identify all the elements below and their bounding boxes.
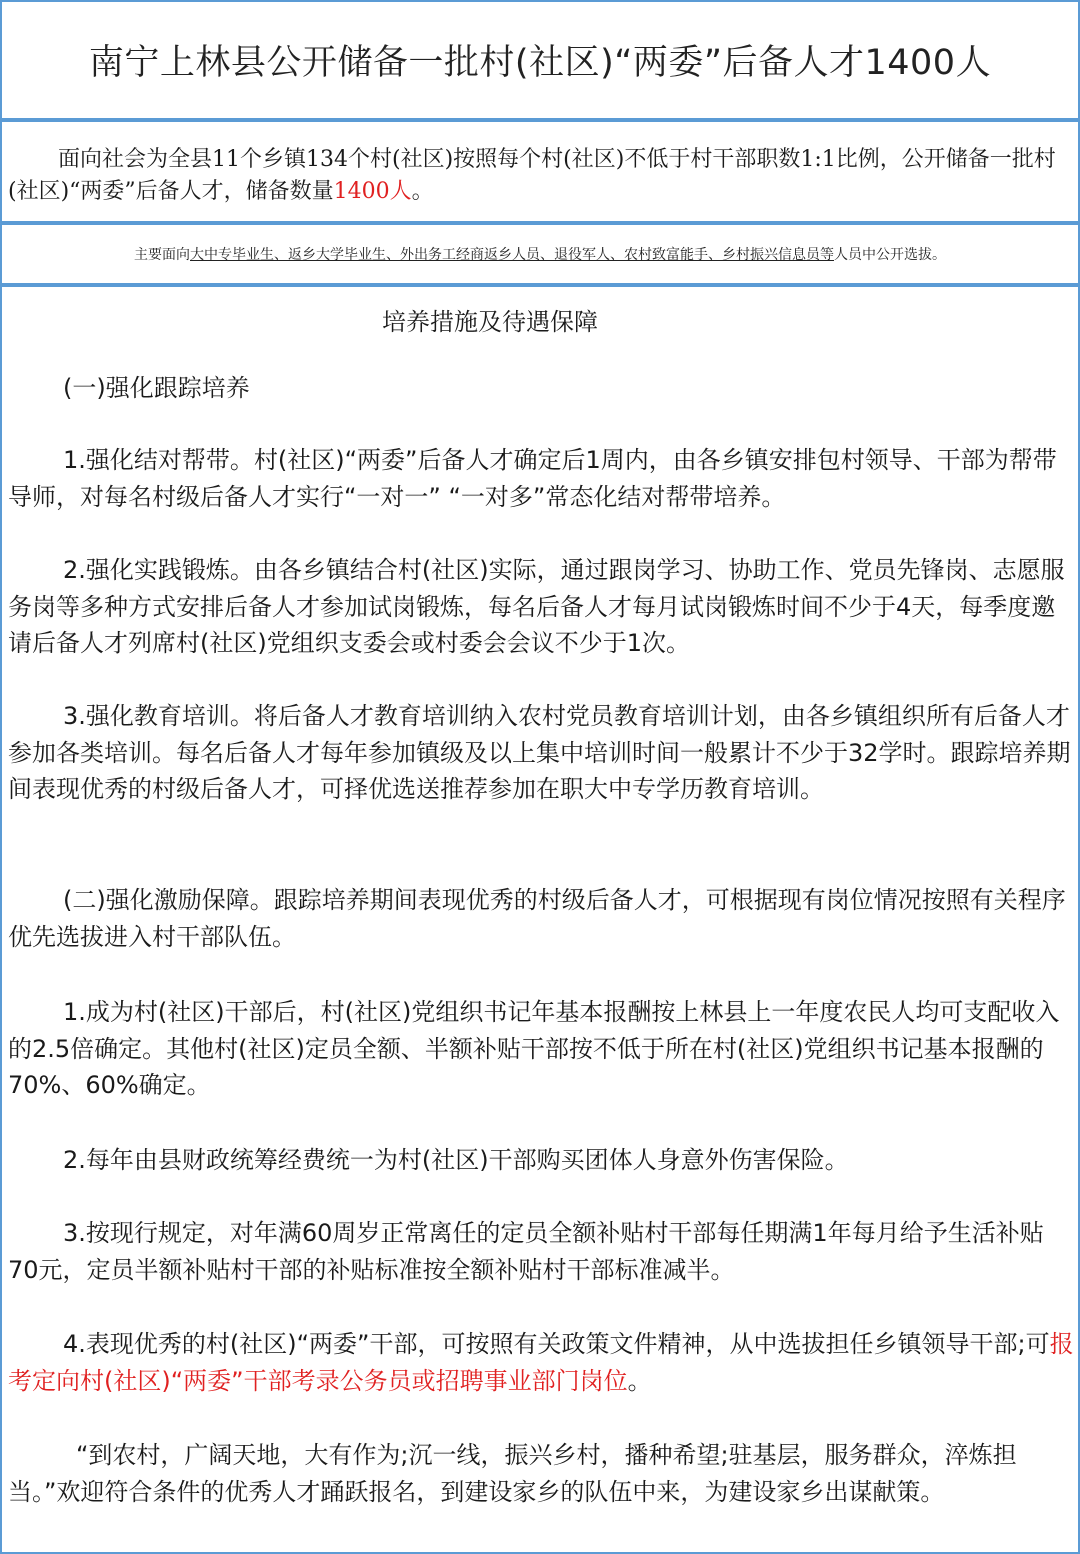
promotion-highlight: 报考定向村(社区)“两委”干部考录公务员或招聘事业部门岗位 [8, 1330, 1074, 1395]
target-groups-line [134, 244, 946, 264]
target-suffix: 人员中公开选拔。 [834, 247, 946, 263]
paragraph-allowance: 3.按现行规定，对年满60周岁正常离任的定员全额补贴村干部每任期满1年每月给予生活补贴70元，定员半额补贴村干部的补贴标准按全额补贴村干部标准减半。 [8, 1219, 1044, 1284]
paragraph-salary: 1.成为村(社区)干部后，村(社区)党组织书记年基本报酬按上林县上一年度农民人均可支配收入的2.5倍确定。其他村(社区)定员全额、半额补贴干部按不低于所在村(社区)党组织书记基本报酬的70%、60%确定。 [8, 998, 1060, 1099]
target-groups-box [0, 223, 1080, 285]
target-groups: 大中专毕业生、返乡大学毕业生、外出务工经商返乡人员、退役军人、农村致富能手、乡村振兴信息员等 [190, 247, 834, 263]
section-title: 培养措施及待遇保障 [382, 308, 598, 336]
promotion-text: 4.表现优秀的村(社区)“两委”干部，可按照有关政策文件精神，从中选拔担任乡镇领导干部;可 [63, 1330, 1050, 1358]
paragraph-practice: 2.强化实践锻炼。由各乡镇结合村(社区)实际，通过跟岗学习、协助工作、党员先锋岗、志愿服务岗等多种方式安排后备人才参加试岗锻炼，每名后备人才每月试岗锻炼时间不少于4天，每季度邀请后备人才列席村(社区)党组织支委会或村委会会议不少于1次。 [8, 556, 1065, 657]
page-title: 南宁上林县公开储备一批村(社区)“两委”后备人才1400人 [88, 43, 992, 83]
title-box [0, 0, 1080, 120]
heading-incentives: (二)强化激励保障。跟踪培养期间表现优秀的村级后备人才，可根据现有岗位情况按照有关程序优先选拔进入村干部队伍。 [8, 886, 1066, 951]
promotion-text-end: 。 [627, 1366, 652, 1395]
intro-text: 面向社会为全县11个乡镇134个村(社区)按照每个村(社区)不低于村干部职数1:1比例，公开储备一批村(社区)“两委”后备人才，储备数量 [8, 147, 1056, 204]
reserve-count-highlight: 1400人 [333, 179, 412, 204]
heading-tracking-training: (一)强化跟踪培养 [63, 374, 250, 402]
paragraph-closing: “到农村，广阔天地，大有作为;沉一线，振兴乡村，播种希望;驻基层，服务群众，淬炼担当。”欢迎符合条件的优秀人才踊跃报名，到建设家乡的队伍中来，为建设家乡出谋献策。 [8, 1441, 1017, 1506]
intro-text-end: 。 [411, 179, 434, 204]
paragraph-pairing: 1.强化结对帮带。村(社区)“两委”后备人才确定后1周内，由各乡镇安排包村领导、干部为帮带导师，对每名村级后备人才实行“一对一” “一对多”常态化结对帮带培养。 [8, 446, 1057, 511]
paragraph-education: 3.强化教育培训。将后备人才教育培训纳入农村党员教育培训计划，由各乡镇组织所有后备人才参加各类培训。每名后备人才每年参加镇级及以上集中培训时间一般累计不少于32学时。跟踪培养期间表现优秀的村级后备人才，可择优选送推荐参加在职大中专学历教育培训。 [8, 702, 1071, 803]
intro-box [0, 120, 1080, 223]
paragraph-promotion [8, 1326, 1074, 1399]
paragraph-insurance: 2.每年由县财政统筹经费统一为村(社区)干部购买团体人身意外伤害保险。 [63, 1146, 849, 1174]
intro-paragraph [8, 144, 1068, 208]
body-box [0, 285, 1080, 1554]
target-prefix: 主要面向 [134, 247, 190, 263]
